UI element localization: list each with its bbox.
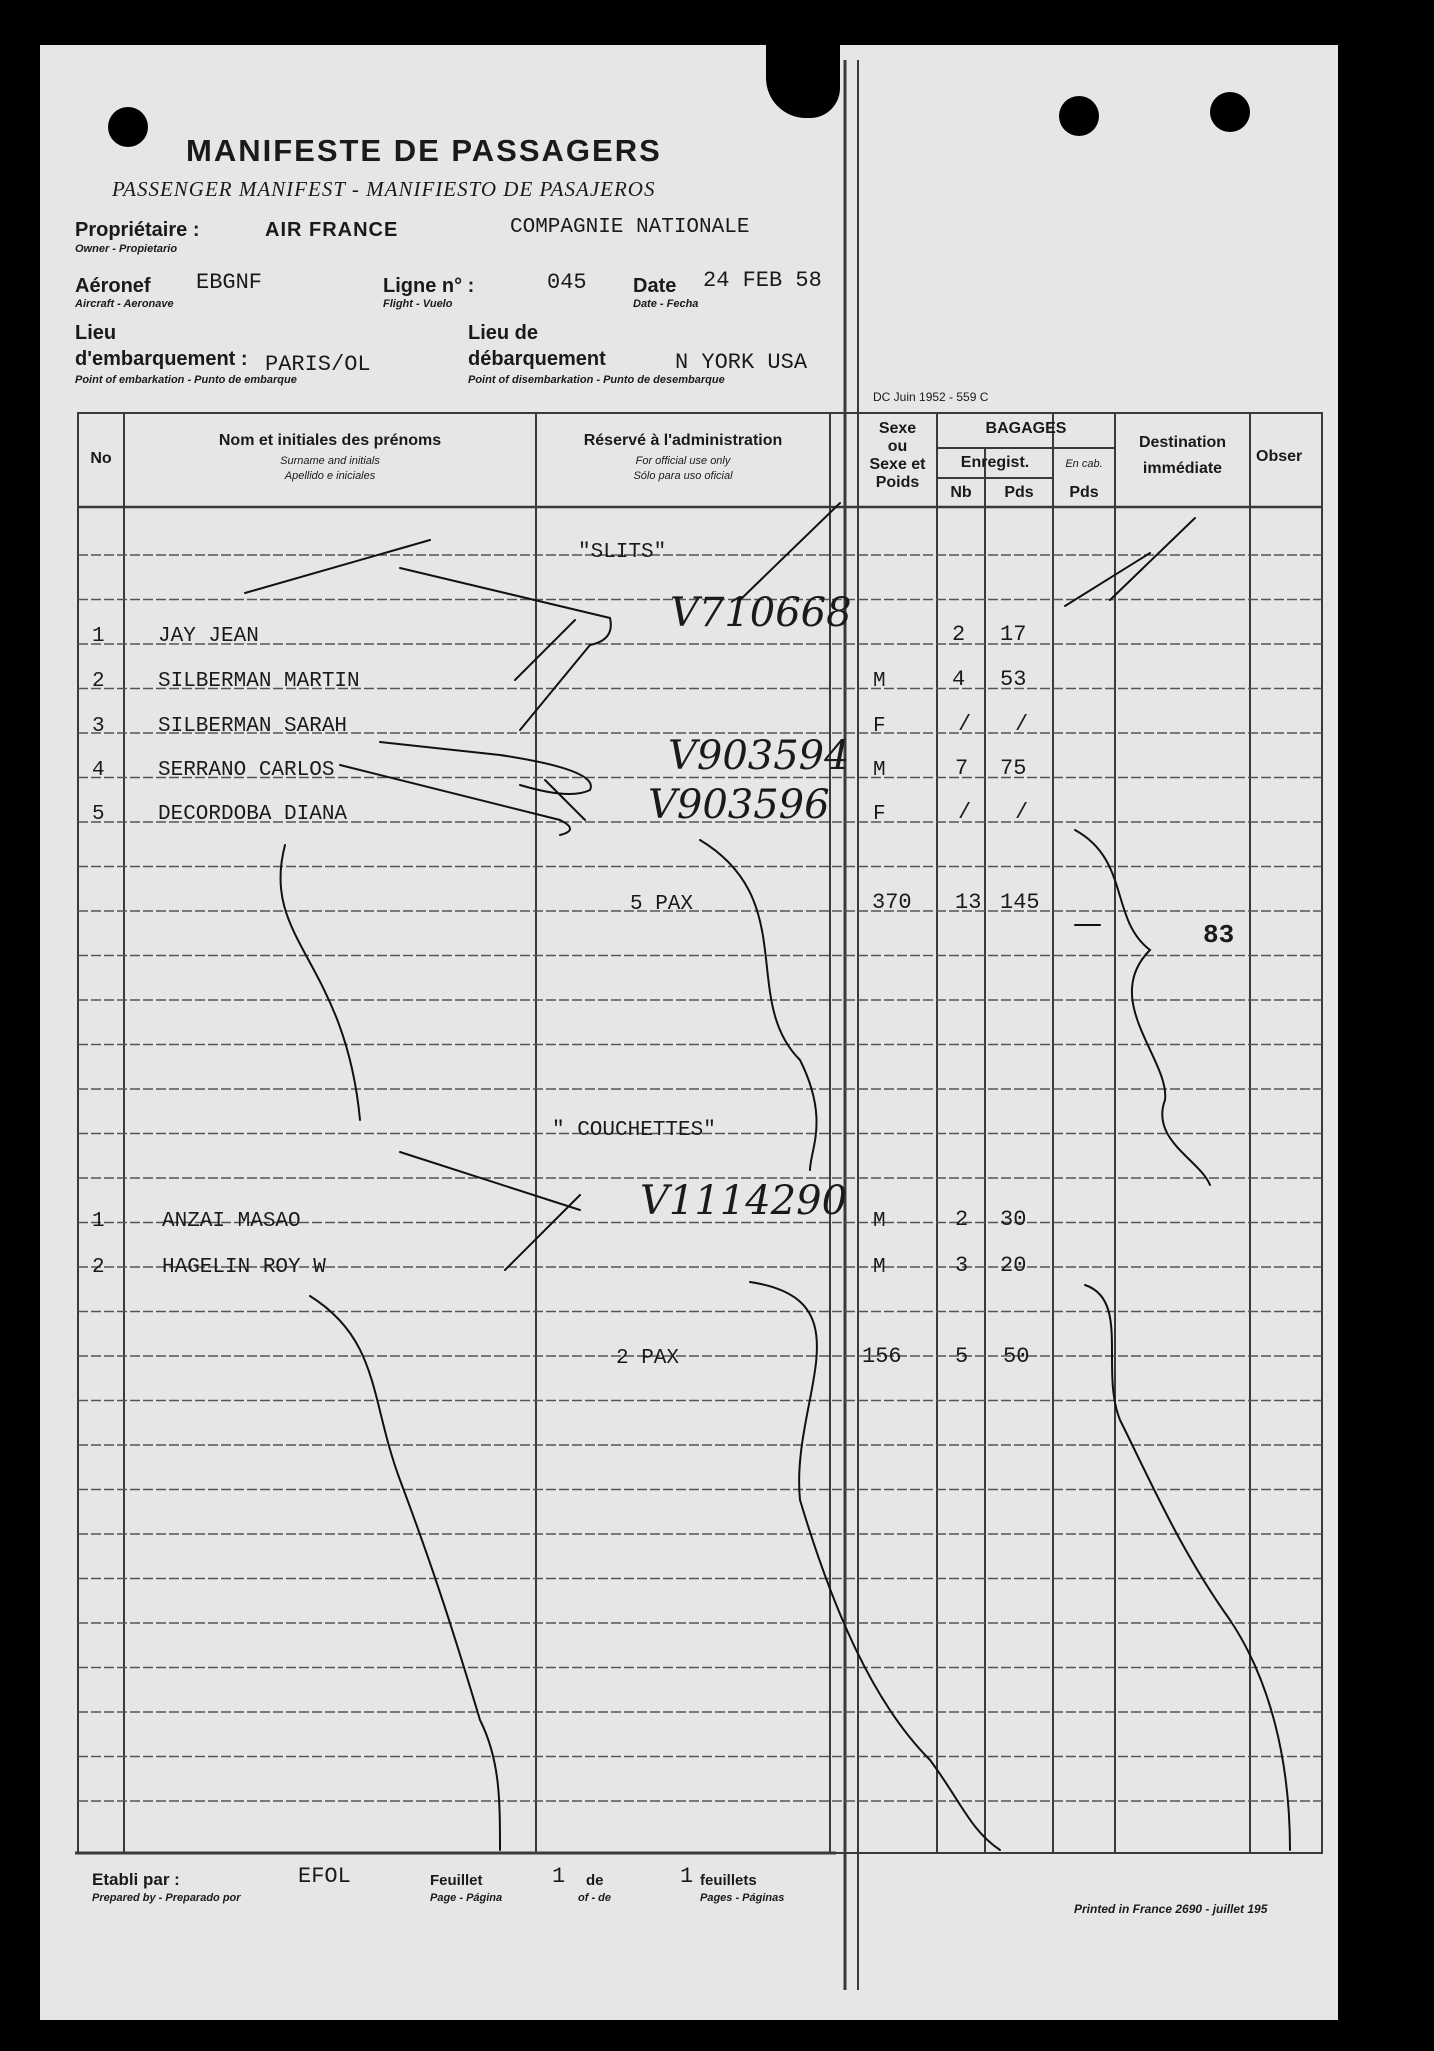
col-sex-3: Sexe et [869, 456, 926, 473]
baggage-weight: 20 [1000, 1253, 1027, 1278]
baggage-count: 2 [952, 622, 966, 647]
passenger-sex: F [873, 803, 886, 826]
form-code: DC Juin 1952 - 559 C [873, 390, 989, 404]
baggage-count: 2 [955, 1207, 969, 1232]
col-sex-1: Sexe [878, 420, 917, 437]
passenger-name: HAGELIN ROY W [162, 1256, 326, 1279]
sheets-label: feuillets [700, 1872, 757, 1889]
owner-value: AIR FRANCE [265, 219, 399, 241]
total-weight: 370 [872, 890, 912, 915]
prepared-value: EFOL [298, 1864, 351, 1889]
visa-number: V903594 [668, 733, 850, 779]
row-number: 3 [92, 715, 105, 738]
flight-sublabel: Flight - Vuelo [383, 298, 453, 310]
embark-label-1: Lieu [75, 322, 117, 344]
flight-label: Ligne n° : [383, 275, 475, 297]
total-extra: 83 [1203, 920, 1235, 950]
document-subtitle: PASSENGER MANIFEST - MANIFIESTO DE PASAJEROS [112, 177, 656, 201]
row-number: 1 [92, 1210, 105, 1233]
of-sublabel: of - de [578, 1892, 611, 1904]
col-no-header: No [90, 450, 112, 467]
passenger-name: SERRANO CARLOS [158, 759, 335, 782]
printer-note: Printed in France 2690 - juillet 195 [1074, 1902, 1268, 1916]
passenger-name: ANZAI MASAO [162, 1210, 301, 1233]
col-dest-header-2: immédiate [1142, 460, 1223, 477]
col-name-sub2: Apellido e iniciales [284, 470, 376, 482]
aircraft-label: Aéronef [75, 275, 151, 297]
passenger-sex: M [873, 1256, 886, 1279]
date-label: Date [633, 275, 677, 297]
col-sex-4: Poids [875, 474, 920, 491]
sheet-sublabel: Page - Página [430, 1892, 503, 1904]
passenger-name: SILBERMAN MARTIN [158, 670, 360, 693]
passenger-sex: M [873, 1210, 886, 1233]
row-number: 2 [92, 1256, 105, 1279]
col-admin-header: Réservé à l'administration [583, 432, 783, 449]
disembark-value: N YORK USA [675, 350, 808, 375]
date-sublabel: Date - Fecha [633, 298, 699, 310]
baggage-count: / [958, 712, 972, 737]
owner-label: Propriétaire : [75, 219, 200, 241]
total-baggage-weight: 145 [1000, 890, 1040, 915]
row-number: 5 [92, 803, 105, 826]
baggage-count: 7 [955, 756, 969, 781]
col-obs-header: Obser [1256, 448, 1303, 465]
row-number: 4 [92, 759, 105, 782]
col-cabin-pds: Pds [1069, 484, 1099, 501]
baggage-weight: / [1015, 712, 1029, 737]
col-bagages-header: BAGAGES [985, 420, 1067, 437]
row-number: 2 [92, 670, 105, 693]
aircraft-value: EBGNF [196, 270, 263, 295]
passenger-sex: F [873, 715, 886, 738]
total-pax: 2 PAX [616, 1347, 680, 1370]
section-label: "SLITS" [578, 541, 667, 564]
disembark-sublabel: Point of disembarkation - Punto de desembarque [468, 374, 725, 386]
col-dest-header: Destination [1138, 434, 1227, 451]
col-name-header: Nom et initiales des prénoms [218, 432, 442, 449]
total-pax: 5 PAX [630, 893, 694, 916]
total-baggage-count: 5 [955, 1344, 969, 1369]
baggage-weight: / [1015, 800, 1029, 825]
visa-number: V903596 [648, 782, 830, 828]
document-title: MANIFESTE DE PASSAGERS [186, 133, 662, 168]
section-label: " COUCHETTES" [552, 1119, 716, 1142]
col-sex-2: ou [887, 438, 908, 455]
baggage-weight: 75 [1000, 756, 1027, 781]
sheet-value: 1 [552, 1864, 566, 1889]
total-baggage-weight: 50 [1003, 1344, 1030, 1369]
visa-number: V710668 [670, 590, 852, 636]
disembark-label-1: Lieu de [468, 322, 539, 344]
col-admin-sub1: For official use only [635, 455, 731, 467]
of-label: de [586, 1872, 604, 1889]
col-enreg-header: Enregist. [960, 454, 1030, 471]
disembark-label-2: débarquement [468, 348, 606, 370]
sheet-label: Feuillet [430, 1872, 483, 1889]
passenger-sex: M [873, 670, 886, 693]
aircraft-sublabel: Aircraft - Aeronave [75, 298, 174, 310]
baggage-count: 4 [952, 667, 966, 692]
baggage-count: / [958, 800, 972, 825]
passenger-name: DECORDOBA DIANA [158, 803, 348, 826]
baggage-weight: 17 [1000, 622, 1027, 647]
baggage-count: 3 [955, 1253, 969, 1278]
baggage-weight: 30 [1000, 1207, 1027, 1232]
of-value: 1 [680, 1864, 694, 1889]
flight-value: 045 [547, 270, 587, 295]
prepared-label: Etabli par : [92, 1870, 180, 1889]
owner-extra: COMPAGNIE NATIONALE [510, 216, 750, 239]
owner-sublabel: Owner - Propietario [75, 243, 178, 255]
date-value: 24 FEB 58 [703, 268, 822, 293]
col-admin-sub2: Sólo para uso oficial [633, 470, 733, 482]
passenger-name: JAY JEAN [158, 625, 259, 648]
col-nb-header: Nb [950, 484, 972, 501]
prepared-sublabel: Prepared by - Preparado por [92, 1892, 241, 1904]
passenger-name: SILBERMAN SARAH [158, 715, 348, 738]
embark-label-2: d'embarquement : [75, 348, 248, 370]
baggage-weight: 53 [1000, 667, 1027, 692]
sheets-sublabel: Pages - Páginas [700, 1892, 785, 1904]
embark-value: PARIS/OL [265, 352, 371, 377]
col-cabin-header: En cab. [1065, 458, 1103, 470]
col-name-sub1: Surname and initials [280, 455, 380, 467]
visa-number: V1114290 [640, 1178, 848, 1224]
passenger-sex: M [873, 759, 886, 782]
total-baggage-count: 13 [955, 890, 982, 915]
total-weight: 156 [862, 1344, 902, 1369]
row-number: 1 [92, 625, 105, 648]
embark-sublabel: Point of embarkation - Punto de embarque [75, 374, 297, 386]
col-pds-header: Pds [1004, 484, 1034, 501]
